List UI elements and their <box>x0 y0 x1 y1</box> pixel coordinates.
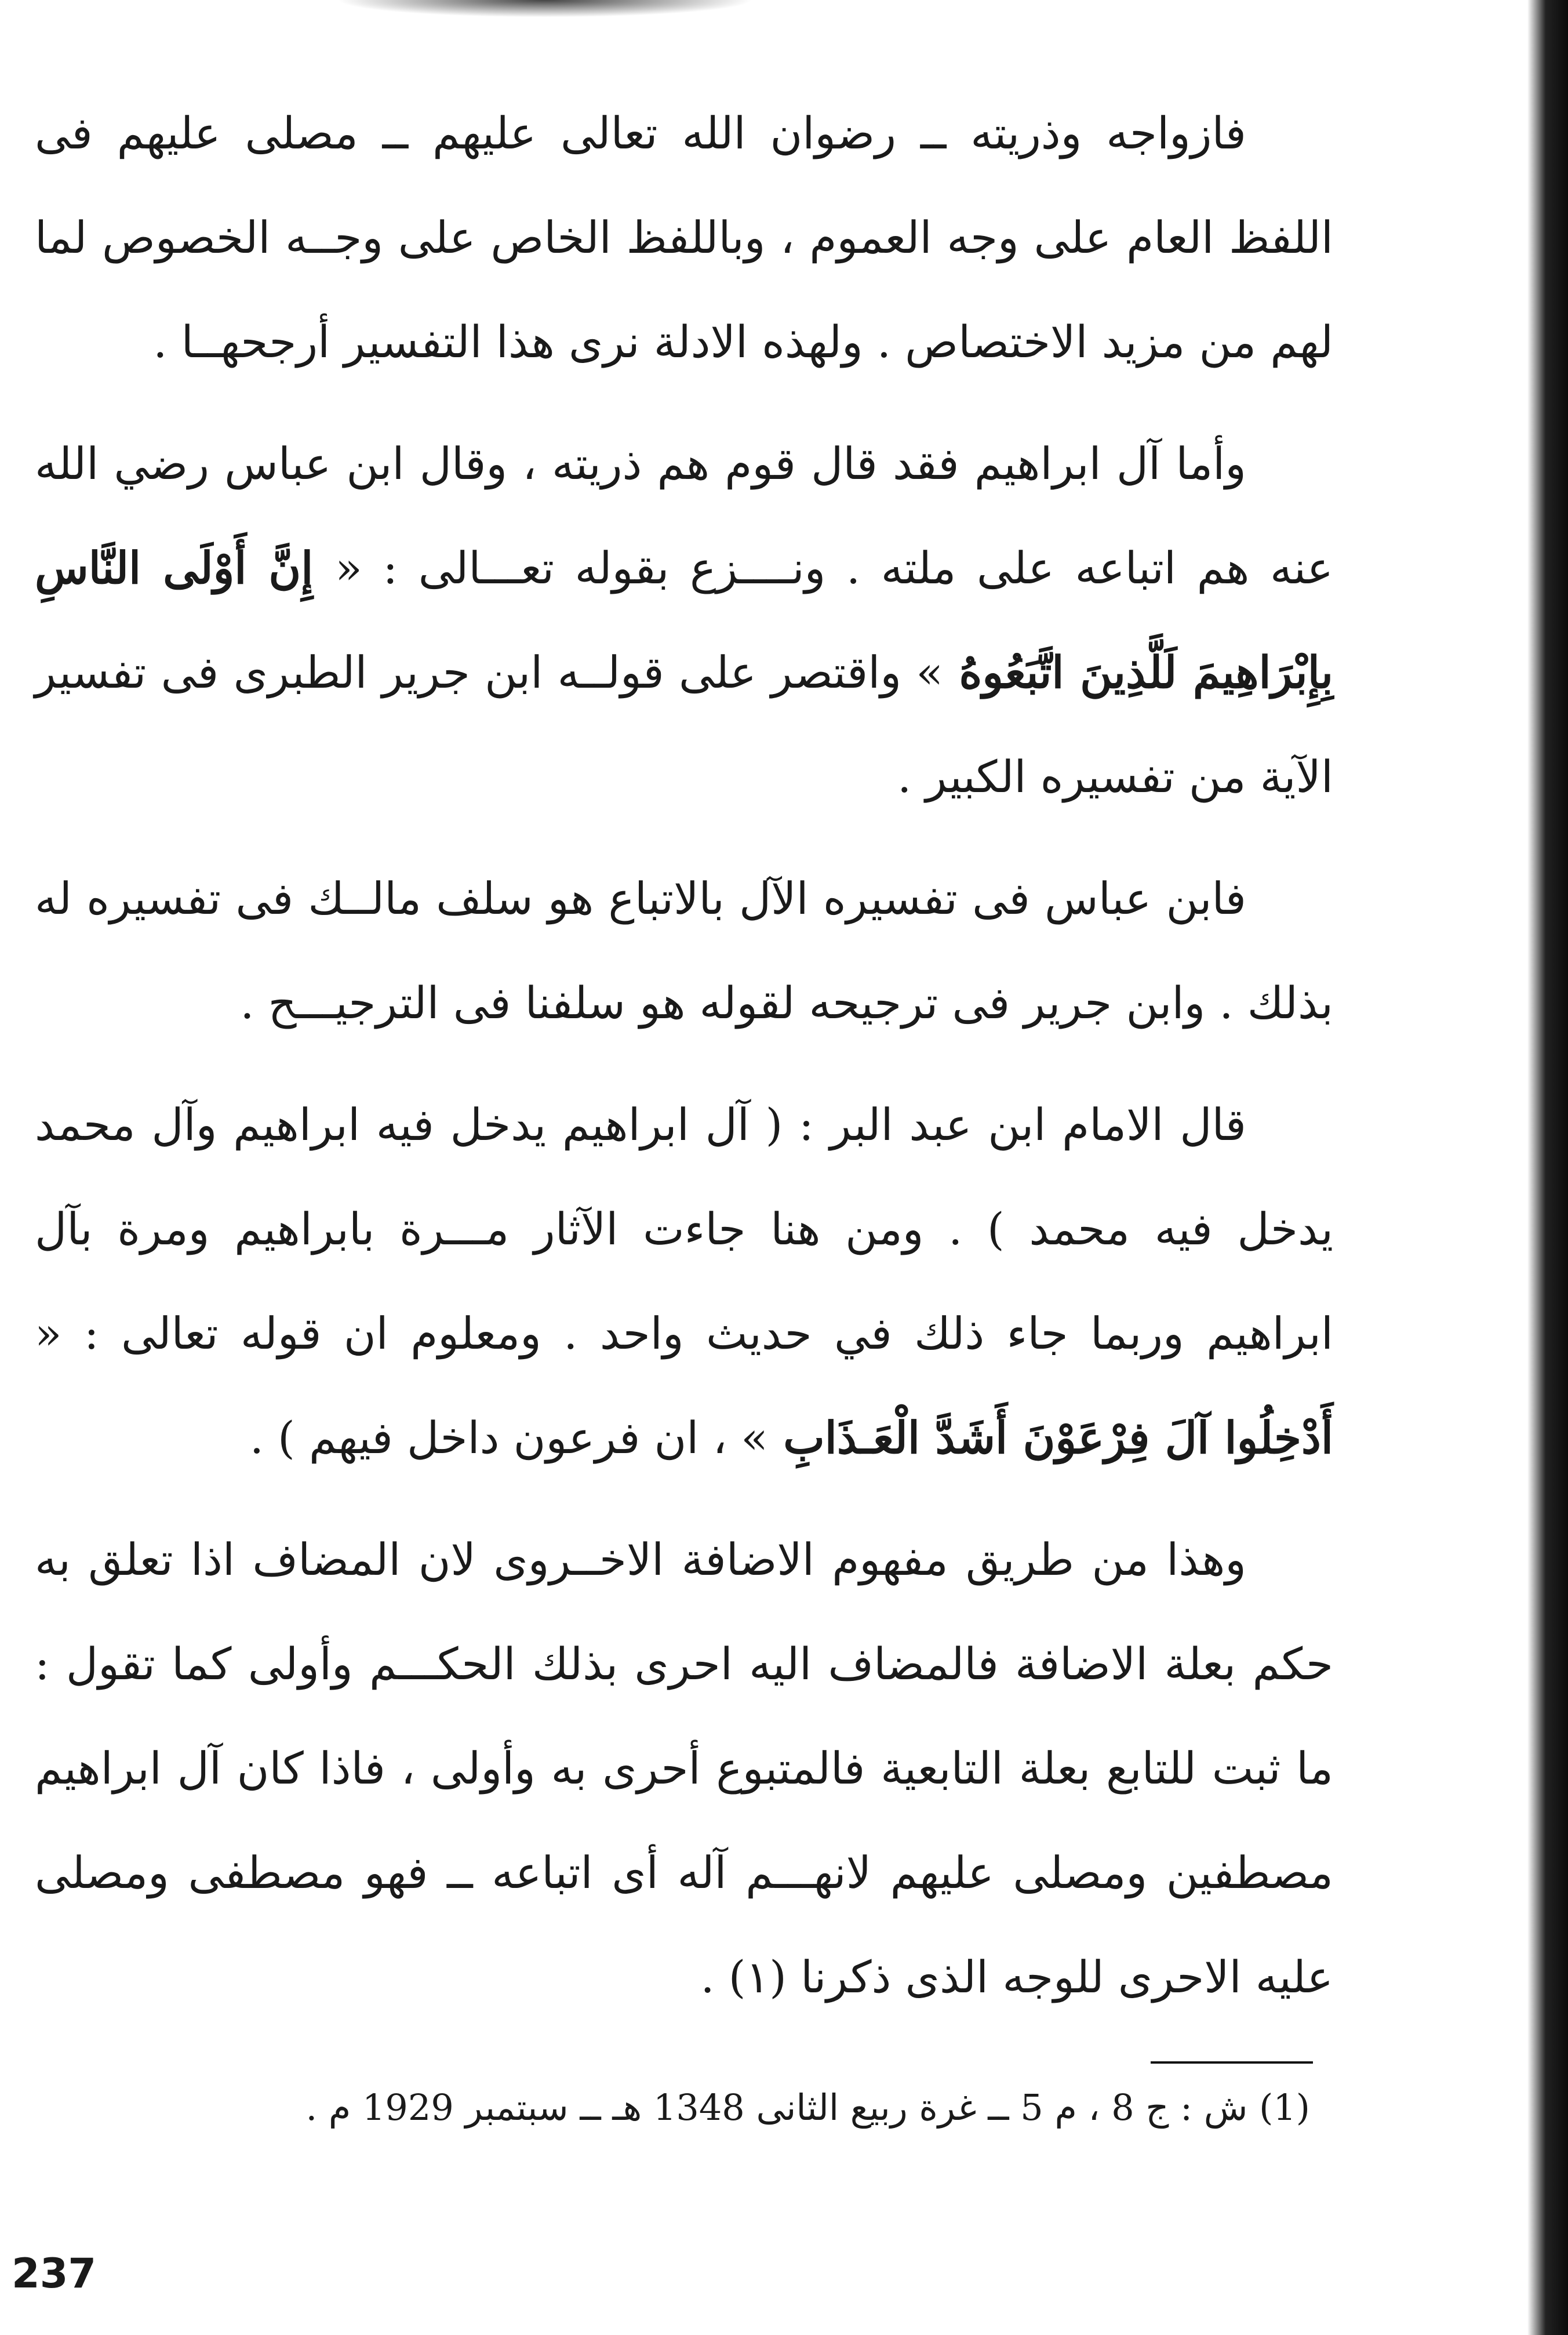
footnote: (1) ش : ج 8 ، م 5 ــ غرة ربيع الثانى 1348 هـ ــ سبتمبر 1929 م . <box>305 2086 1310 2129</box>
paragraph-4 <box>35 1073 1333 1490</box>
paragraph-1 <box>35 81 1333 394</box>
page-number: 237 <box>12 2250 97 2297</box>
quran-verse-1: إِنَّ أَوْلَى النَّاسِ بِإِبْرَاهِيمَ لَلَّذِينَ اتَّبَعُوهُ <box>35 542 1334 698</box>
paragraph-5-text: وهذا من طريق مفهوم الاضافة الاخــروى لان المضاف اذا تعلق به حكم بعلة الاضافة فالمضاف اليه احرى بذلك الحكـــم وأولى كما تقول : ما ثبت للتابع بعلة التابعية فالمتبوع أحرى به وأولى ، فاذا كان آل ابراهيم مصطفين ومصلى عليهم لانهـــم آله أى اتباعه ــ فهو مصطفى ومصلى عليه الاحرى للوجه الذى ذكرنا (١) . <box>35 1534 1333 2003</box>
paragraph-1-text: فازواجه وذريته ــ رضوان الله تعالى عليهم ــ مصلى عليهم فى اللفظ العام على وجه العموم ، وباللفظ الخاص على وجــه الخصوص لما لهم من مزيد الاختصاص . ولهذه الادلة نرى هذا التفسير أرجحهــا . <box>35 107 1333 368</box>
page-body <box>35 81 1333 2047</box>
paragraph-5 <box>35 1508 1333 2029</box>
paragraph-2 <box>35 412 1333 829</box>
quran-verse-2: أَدْخِلُوا آلَ فِرْعَوْنَ أَشَدَّ الْعَـذَابِ <box>767 1412 1333 1464</box>
paragraph-2-text-before: وأما آل ابراهيم فقد قال قوم هم ذريته ، وقال ابن عباس رضي الله عنه هم اتباعه على ملته . ونــــزع بقوله تعـــالى : « <box>35 438 1333 594</box>
paragraph-4-text-after: » ، ان فرعون داخل فيهم ) . <box>249 1412 768 1464</box>
scan-shadow-right <box>1527 0 1568 2335</box>
footnote-divider <box>1151 2061 1313 2064</box>
paragraph-4-text-before: قال الامام ابن عبد البر : ( آل ابراهيم يدخل فيه ابراهيم وآل محمد يدخل فيه محمد ) . ومن هنا جاءت الآثار مـــرة بابراهيم ومرة بآل ابراهيم وربما جاء ذلك في حديث واحد . ومعلوم ان قوله تعالى : « <box>35 1099 1333 1359</box>
paragraph-3 <box>35 847 1333 1055</box>
scan-shadow-top <box>336 0 754 17</box>
paragraph-3-text: فابن عباس فى تفسيره الآل بالاتباع هو سلف مالــك فى تفسيره له بذلك . وابن جرير فى ترجيحه لقوله هو سلفنا فى الترجيـــح . <box>35 873 1333 1029</box>
paragraph-2-text-after: » واقتصر على قولــه ابن جرير الطبرى فى تفسير الآية من تفسيره الكبير . <box>35 647 1333 802</box>
